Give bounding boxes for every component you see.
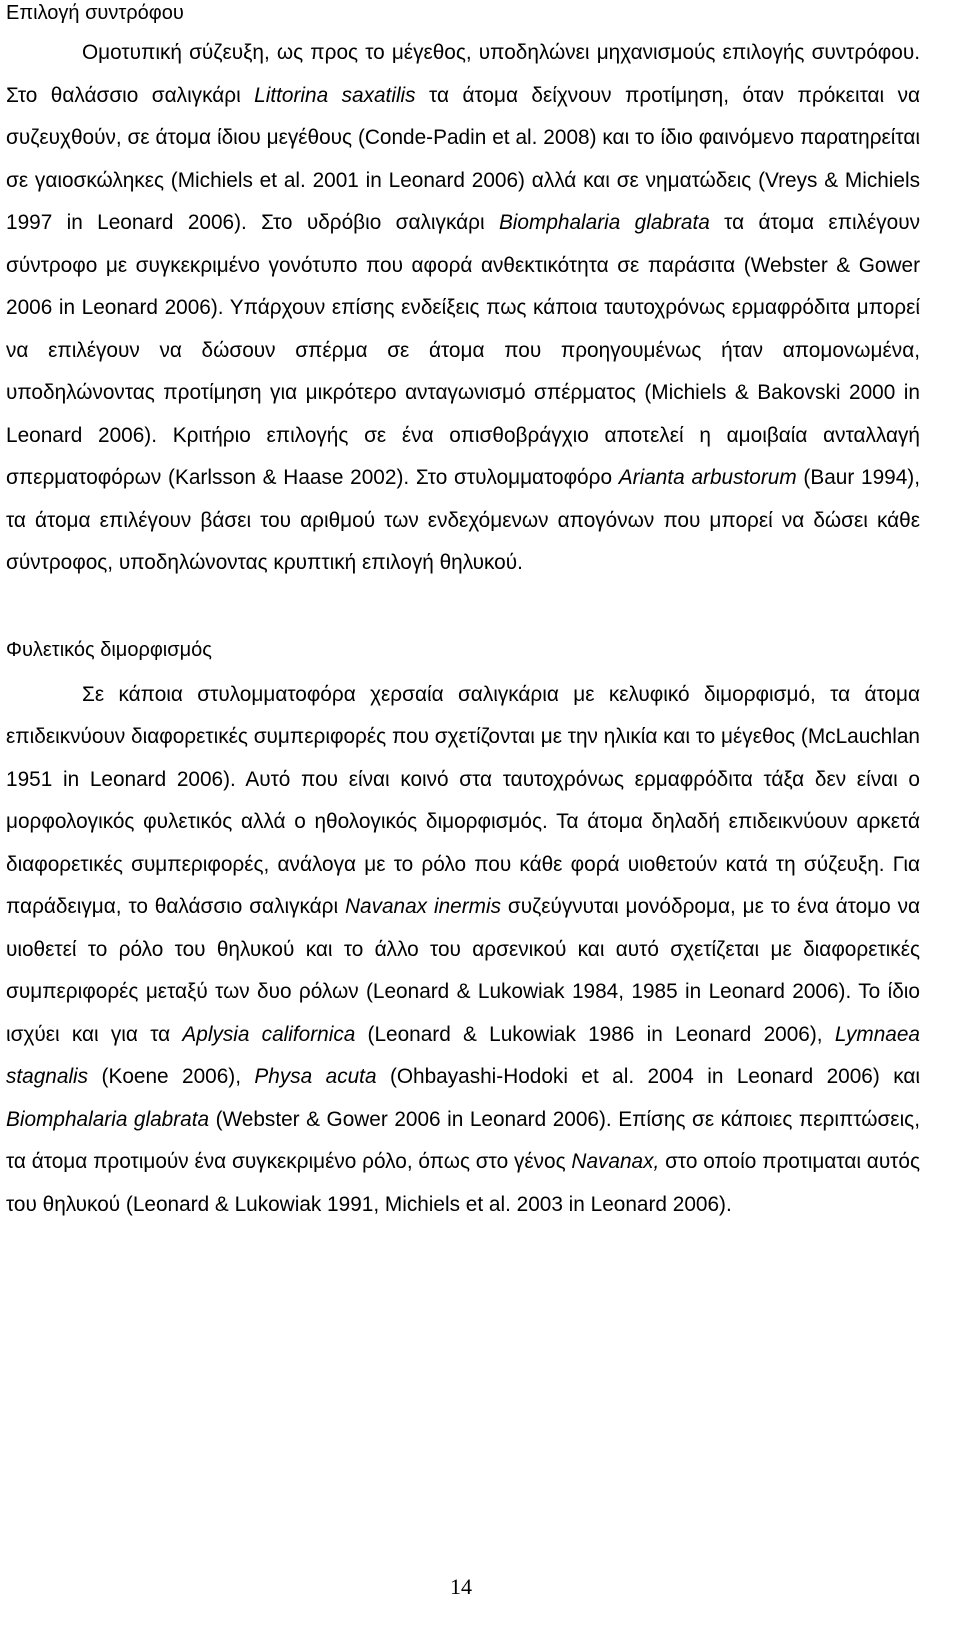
text-run: Σε κάποια στυλομματοφόρα χερσαία σαλιγκάρια με κελυφικό διμορφισμό, τα άτομα επιδεικνύουν διαφορετικές συμπεριφορές που σχετίζονται με την ηλικία και το μέγεθος (McLauchlan 1951 in Leonard 2006). Αυτό που είναι κοινό στα ταυτοχρόνως ερμαφρόδιτα τάξα δεν είναι ο μορφολογικός φυλετικός αλλά ο ηθολογικός διμορφισμός. Τα άτομα δηλαδή επιδεικνύουν αρκετά διαφορετικές συμπεριφορές, ανάλογα με το ρόλο που κάθε φορά υιοθετούν κατά τη σύζευξη. Για παράδειγμα, το θαλάσσιο σαλιγκάρι xyxy=(6,682,920,918)
text-run: (Baur 1994), τα άτομα επιλέγουν βάσει του αριθμού των ενδεχόμενων απογόνων που μπορεί να δώσει κάθε σύντροφος, υποδηλώνοντας κρυπτική επιλογή θηλυκού. xyxy=(6,466,920,574)
paragraph-mate-choice xyxy=(6,32,920,585)
text-run: στο οποίο προτιμαται αυτός του θηλυκού (Leonard & Lukowiak 1991, Michiels et al. 2003 in Leonard 2006). xyxy=(6,1150,920,1216)
species-name: Biomphalaria glabrata xyxy=(498,211,710,234)
page-number: 14 xyxy=(450,1574,472,1599)
section-heading-sexual-dimorphism: Φυλετικός διμορφισμός xyxy=(6,638,212,661)
species-name: Navanax inermis xyxy=(345,895,501,918)
species-name: Navanax, xyxy=(571,1150,660,1173)
species-name: Lymnaea stagnalis xyxy=(6,1022,920,1088)
text-run: Ομοτυπική σύζευξη, ως προς το μέγεθος, υποδηλώνει μηχανισμούς επιλογής συντρόφου. Στο θαλάσσιο σαλιγκάρι xyxy=(6,41,920,107)
species-name: Arianta arbustorum xyxy=(618,466,797,489)
text-run: (Leonard & Lukowiak 1986 in Leonard 2006), xyxy=(355,1022,835,1046)
species-name: Littorina saxatilis xyxy=(254,83,416,107)
text-run: (Koene 2006), xyxy=(88,1065,255,1088)
section-heading-mate-choice: Επιλογή συντρόφου xyxy=(6,2,184,24)
text-run: τα άτομα δείχνουν προτίμηση, όταν πρόκειται να συζευχθούν, σε άτομα ίδιου μεγέθους (Conde-Padin et al. 2008) και το ίδιο φαινόμενο παρατηρείται σε γαιοσκώληκες (Michiels et al. 2001 in Leonard 2006) αλλά και σε νηματώδεις (Vreys & Michiels 1997 in Leonard 2006). Στο υδρόβιο σαλιγκάρι xyxy=(6,83,921,234)
paragraph-sexual-dimorphism xyxy=(6,674,920,1227)
text-run: (Webster & Gower 2006 in Leonard 2006). Επίσης σε κάποιες περιπτώσεις, τα άτομα προτιμούν ένα συγκεκριμένο ρόλο, όπως στο γένος xyxy=(6,1107,920,1173)
document-page xyxy=(6,0,920,1226)
text-run: τα άτομα επιλέγουν σύντροφο με συγκεκριμένο γονότυπο που αφορά ανθεκτικότητα σε παράσιτα (Webster & Gower 2006 in Leonard 2006). Υπάρχουν επίσης ενδείξεις πως κάποια ταυτοχρόνως ερμαφρόδιτα μπορεί να επιλέγουν να δώσουν σπέρμα σε άτομα που προηγουμένως ήταν απομονωμένα, υποδηλώνοντας προτίμηση για μικρότερο ανταγωνισμό σπέρματος (Michiels & Bakovski 2000 in Leonard 2006). Κριτήριο επιλογής σε ένα οπισθοβράγχιο αποτελεί η αμοιβαία ανταλλαγή σπερματοφόρων (Karlsson & Haase 2002). Στο στυλομματοφόρο xyxy=(6,211,920,489)
species-name: Physa acuta xyxy=(254,1065,377,1088)
species-name: Biomphalaria glabrata xyxy=(6,1107,210,1131)
text-run: (Ohbayashi-Hodoki et al. 2004 in Leonard 2006) και xyxy=(376,1065,920,1088)
text-run: συζεύγνυται μονόδρομα, με το ένα άτομο να υιοθετεί το ρόλο του θηλυκού και το άλλο του αρσενικού και αυτό σχετίζεται με διαφορετικές συμπεριφορές μεταξύ των δυο ρόλων (Leonard & Lukowiak 1984, 1985 in Leonard 2006). Το ίδιο ισχύει και για τα xyxy=(6,895,921,1046)
species-name: Aplysia californica xyxy=(182,1022,356,1046)
